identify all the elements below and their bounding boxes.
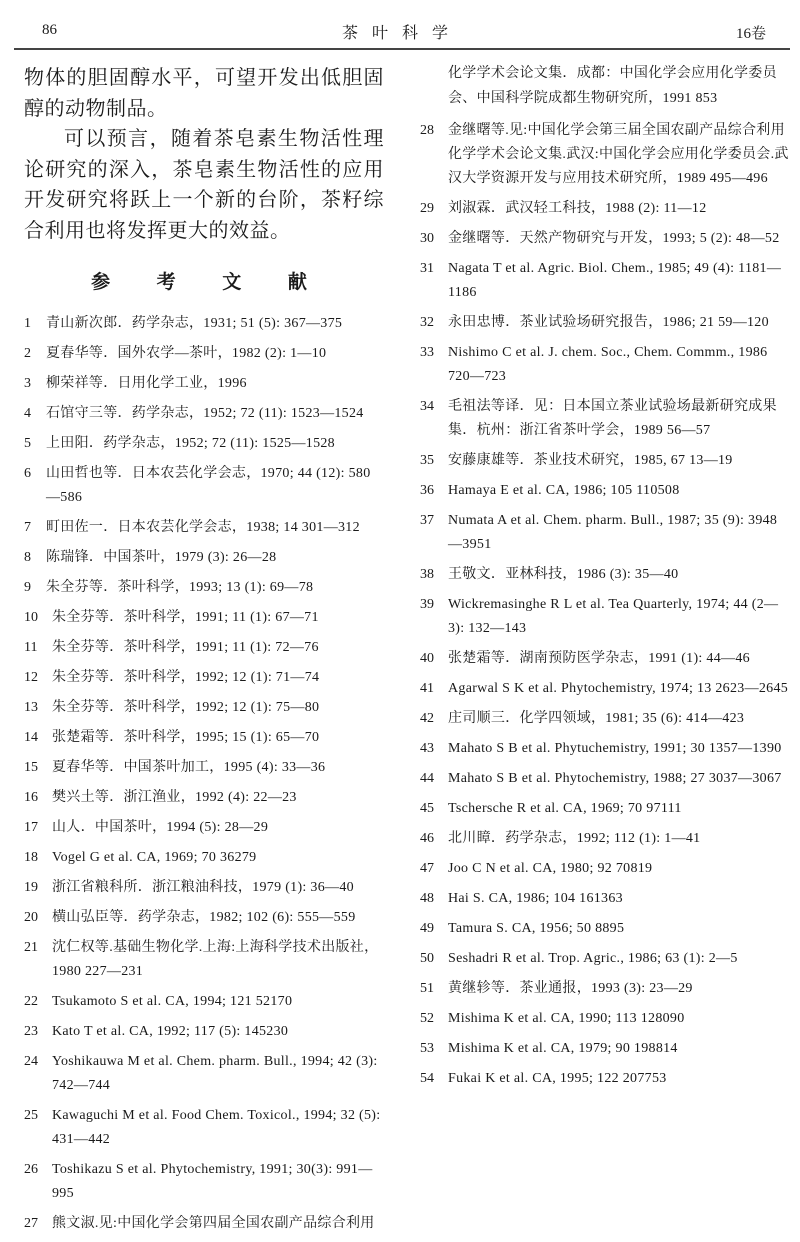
reference-text: 熊文淑.见:中国化学会第四届全国农副产品综合利用 — [52, 1216, 375, 1231]
reference-text: Kawaguchi M et al. Food Chem. Toxicol., 1994; 32 (5): 431—442 — [52, 1108, 381, 1147]
volume-label: 16卷 — [735, 26, 766, 42]
reference-number: 43 — [420, 741, 434, 756]
reference-number: 17 — [24, 820, 38, 835]
reference-text: 刘淑霖．武汉轻工科技，1988 (2): 11—12 — [448, 201, 707, 216]
reference-number: 21 — [24, 940, 38, 955]
reference-item — [24, 342, 384, 366]
reference-number: 54 — [420, 1071, 434, 1086]
reference-number: 28 — [420, 123, 434, 138]
reference-text: Joo C N et al. CA, 1980; 92 70819 — [448, 861, 653, 876]
reference-text: Tschersche R et al. CA, 1969; 70 97111 — [448, 801, 682, 816]
reference-number: 10 — [24, 610, 38, 625]
reference-list-left — [24, 312, 384, 1236]
reference-item — [420, 1007, 790, 1031]
reference-number: 39 — [420, 597, 434, 612]
reference-item — [420, 1067, 790, 1091]
reference-item — [420, 449, 790, 473]
reference-text: 山人．中国茶叶，1994 (5): 28—29 — [52, 820, 269, 835]
reference-item — [420, 857, 790, 881]
reference-number: 50 — [420, 951, 434, 966]
reference-item — [420, 797, 790, 821]
reference-text: 北川瞕．药学杂志，1992; 112 (1): 1—41 — [448, 831, 701, 846]
reference-text: Mishima K et al. CA, 1979; 90 198814 — [448, 1041, 678, 1056]
reference-number: 27 — [24, 1216, 38, 1231]
reference-number: 36 — [420, 483, 434, 498]
reference-continuation: 化学学术会论文集．成都：中国化学会应用化学委员会、中国科学院成都生物研究所，1991 853 — [448, 66, 777, 106]
reference-text: 樊兴土等．浙江渔业，1992 (4): 22—23 — [52, 790, 297, 805]
reference-text: 陈瑞锋．中国茶叶，1979 (3): 26—28 — [46, 550, 277, 565]
reference-number: 26 — [24, 1162, 38, 1177]
reference-number: 16 — [24, 790, 38, 805]
reference-text: 安藤康雄等．茶业技术研究，1985, 67 13—19 — [448, 453, 733, 468]
reference-text: Wickremasinghe R L et al. Tea Quarterly, 1974; 44 (2—3): 132—143 — [448, 597, 779, 636]
reference-item — [24, 636, 384, 660]
reference-number: 33 — [420, 345, 434, 360]
reference-text: 张楚霜等．湖南预防医学杂志，1991 (1): 44—46 — [448, 651, 750, 666]
references-heading: 参 考 文 献 — [91, 271, 327, 293]
reference-text: Agarwal S K et al. Phytochemistry, 1974; 13 2623—2645 — [448, 681, 789, 696]
reference-text: 柳荣祥等．日用化学工业，1996 — [46, 376, 247, 391]
reference-item — [24, 906, 384, 930]
reference-text: Nagata T et al. Agric. Biol. Chem., 1985; 49 (4): 1181—1186 — [448, 261, 782, 300]
reference-text: 石馆守三等．药学杂志，1952; 72 (11): 1523—1524 — [46, 406, 364, 421]
reference-item — [24, 1020, 384, 1044]
reference-text: Mahato S B et al. Phytochemistry, 1988; 27 3037—3067 — [448, 771, 782, 786]
reference-text: Mishima K et al. CA, 1990; 113 128090 — [448, 1011, 685, 1026]
page-number: 86 — [42, 22, 57, 38]
reference-number: 15 — [24, 760, 38, 775]
reference-text: 黄继轸等．茶业通报，1993 (3): 23—29 — [448, 981, 693, 996]
reference-number: 38 — [420, 567, 434, 582]
reference-text: 横山弘臣等．药学杂志，1982; 102 (6): 555—559 — [52, 910, 356, 925]
reference-number: 14 — [24, 730, 38, 745]
reference-item — [420, 827, 790, 851]
reference-number: 34 — [420, 399, 434, 414]
reference-text: 浙江省粮科所．浙江粮油科技，1979 (1): 36—40 — [52, 880, 354, 895]
reference-number: 29 — [420, 201, 434, 216]
reference-item — [24, 1158, 384, 1206]
body-paragraph: 物体的胆固醇水平，可望开发出低胆固醇的动物制品。 — [24, 65, 384, 120]
running-header — [14, 14, 790, 50]
reference-number: 9 — [24, 580, 31, 595]
reference-number: 49 — [420, 921, 434, 936]
reference-text: 毛祖法等译．见：日本国立茶业试验场最新研究成果集．杭州：浙江省茶叶学会，1989 56—57 — [448, 399, 777, 438]
reference-number: 40 — [420, 651, 434, 666]
reference-text: 朱全芬等．茶叶科学，1993; 13 (1): 69—78 — [46, 580, 314, 595]
reference-text: 上田阳．药学杂志，1952; 72 (11): 1525—1528 — [46, 436, 335, 451]
reference-number: 25 — [24, 1108, 38, 1123]
reference-text: Seshadri R et al. Trop. Agric., 1986; 63 (1): 2—5 — [448, 951, 738, 966]
reference-number: 4 — [24, 406, 31, 421]
reference-item — [24, 1212, 384, 1236]
reference-item — [420, 119, 790, 191]
reference-item — [24, 516, 384, 540]
reference-number: 13 — [24, 700, 38, 715]
reference-text: Hamaya E et al. CA, 1986; 105 110508 — [448, 483, 680, 498]
reference-item — [24, 606, 384, 630]
reference-text: Yoshikauwa M et al. Chem. pharm. Bull., 1994; 42 (3): 742—744 — [52, 1054, 378, 1093]
reference-text: Nishimo C et al. J. chem. Soc., Chem. Commm., 1986 720—723 — [448, 345, 768, 384]
reference-number: 2 — [24, 346, 31, 361]
reference-text: 山田哲也等．日本农芸化学会志，1970; 44 (12): 580—586 — [46, 466, 371, 505]
reference-text: 朱全芬等．茶叶科学，1991; 11 (1): 67—71 — [52, 610, 319, 625]
reference-item — [24, 846, 384, 870]
reference-text: 朱全芬等．茶叶科学，1992; 12 (1): 71—74 — [52, 670, 320, 685]
reference-number: 41 — [420, 681, 434, 696]
reference-text: Tsukamoto S et al. CA, 1994; 121 52170 — [52, 994, 293, 1009]
reference-item — [420, 977, 790, 1001]
reference-text: 町田佐一．日本农芸化学会志，1938; 14 301—312 — [46, 520, 360, 535]
reference-number: 45 — [420, 801, 434, 816]
reference-number: 48 — [420, 891, 434, 906]
reference-number: 35 — [420, 453, 434, 468]
body-paragraph: 可以预言，随着茶皂素生物活性理论研究的深入，茶皂素生物活性的应用开发研究将跃上一个新的台阶，茶籽综合利用也将发挥更大的效益。 — [24, 126, 384, 242]
reference-number: 37 — [420, 513, 434, 528]
reference-item — [420, 887, 790, 911]
reference-item — [24, 696, 384, 720]
reference-text: 朱全芬等．茶叶科学，1991; 11 (1): 72—76 — [52, 640, 319, 655]
reference-text: Kato T et al. CA, 1992; 117 (5): 145230 — [52, 1024, 289, 1039]
reference-number: 24 — [24, 1054, 38, 1069]
reference-item — [24, 936, 384, 984]
reference-item — [420, 647, 790, 671]
reference-item — [24, 1050, 384, 1098]
reference-item — [24, 576, 384, 600]
reference-number: 53 — [420, 1041, 434, 1056]
reference-text: 王敬文．亚林科技，1986 (3): 35—40 — [448, 567, 679, 582]
reference-item — [420, 677, 790, 701]
reference-item — [420, 509, 790, 557]
reference-number: 18 — [24, 850, 38, 865]
reference-text: 朱全芬等．茶叶科学，1992; 12 (1): 75—80 — [52, 700, 320, 715]
reference-number: 51 — [420, 981, 434, 996]
reference-item — [420, 707, 790, 731]
reference-number: 52 — [420, 1011, 434, 1026]
reference-text: Numata A et al. Chem. pharm. Bull., 1987; 35 (9): 3948—3951 — [448, 513, 778, 552]
reference-item — [420, 737, 790, 761]
reference-item — [420, 593, 790, 641]
reference-text: Fukai K et al. CA, 1995; 122 207753 — [448, 1071, 667, 1086]
reference-text: 永田忠博．茶业试验场研究报告，1986; 21 59—120 — [448, 315, 769, 330]
reference-number: 5 — [24, 436, 31, 451]
reference-number: 20 — [24, 910, 38, 925]
reference-number: 1 — [24, 316, 31, 331]
reference-text: 张楚霜等．茶叶科学，1995; 15 (1): 65—70 — [52, 730, 320, 745]
reference-number: 42 — [420, 711, 434, 726]
reference-item — [24, 990, 384, 1014]
reference-number: 22 — [24, 994, 38, 1009]
reference-number: 30 — [420, 231, 434, 246]
reference-item — [24, 876, 384, 900]
reference-item — [420, 341, 790, 389]
reference-item — [24, 372, 384, 396]
reference-number: 8 — [24, 550, 31, 565]
reference-text: 金继曙等．天然产物研究与开发，1993; 5 (2): 48—52 — [448, 231, 780, 246]
reference-number: 12 — [24, 670, 38, 685]
reference-item — [24, 546, 384, 570]
reference-text: 夏春华等．中国茶叶加工，1995 (4): 33—36 — [52, 760, 326, 775]
reference-number: 3 — [24, 376, 31, 391]
reference-text: Vogel G et al. CA, 1969; 70 36279 — [52, 850, 257, 865]
reference-text: 金继曙等.见:中国化学会第三届全国农副产品综合利用化学学术会论文集.武汉:中国化学会应用化学委员会.武汉大学资源开发与应用技术研究所，1989 495—496 — [448, 123, 789, 186]
reference-text: 庄司顺三．化学四领域，1981; 35 (6): 414—423 — [448, 711, 745, 726]
reference-text: Toshikazu S et al. Phytochemistry, 1991; 30(3): 991—995 — [52, 1162, 373, 1201]
reference-number: 31 — [420, 261, 434, 276]
reference-text: 沈仁权等.基础生物化学.上海:上海科学技术出版社，1980 227—231 — [52, 940, 379, 979]
reference-text: 青山新次郎．药学杂志，1931; 51 (5): 367—375 — [46, 316, 343, 331]
journal-title: 茶叶科学 — [341, 23, 462, 42]
reference-item — [420, 1037, 790, 1061]
reference-number: 46 — [420, 831, 434, 846]
reference-item — [420, 947, 790, 971]
reference-text: Mahato S B et al. Phytuchemistry, 1991; 30 1357—1390 — [448, 741, 782, 756]
reference-number: 7 — [24, 520, 31, 535]
reference-item — [420, 479, 790, 503]
reference-number: 44 — [420, 771, 434, 786]
reference-item — [420, 227, 790, 251]
reference-number: 19 — [24, 880, 38, 895]
reference-number: 32 — [420, 315, 434, 330]
reference-item — [420, 767, 790, 791]
right-column — [420, 62, 790, 1097]
reference-item — [24, 462, 384, 510]
reference-item — [24, 816, 384, 840]
reference-item — [24, 1104, 384, 1152]
reference-item — [24, 756, 384, 780]
reference-number: 11 — [24, 640, 38, 655]
reference-item — [24, 666, 384, 690]
reference-item — [420, 311, 790, 335]
reference-item — [420, 395, 790, 443]
reference-number: 23 — [24, 1024, 38, 1039]
reference-item — [24, 786, 384, 810]
reference-item — [24, 432, 384, 456]
reference-text: Hai S. CA, 1986; 104 161363 — [448, 891, 623, 906]
reference-text: Tamura S. CA, 1956; 50 8895 — [448, 921, 625, 936]
left-column — [24, 62, 384, 1242]
reference-number: 6 — [24, 466, 31, 481]
reference-item — [24, 312, 384, 336]
reference-list-right — [420, 119, 790, 1091]
reference-item — [420, 563, 790, 587]
reference-item — [420, 197, 790, 221]
reference-item — [420, 917, 790, 941]
reference-text: 夏春华等．国外农学—茶叶，1982 (2): 1—10 — [46, 346, 327, 361]
reference-item — [24, 402, 384, 426]
reference-number: 47 — [420, 861, 434, 876]
reference-item — [420, 257, 790, 305]
reference-item — [24, 726, 384, 750]
